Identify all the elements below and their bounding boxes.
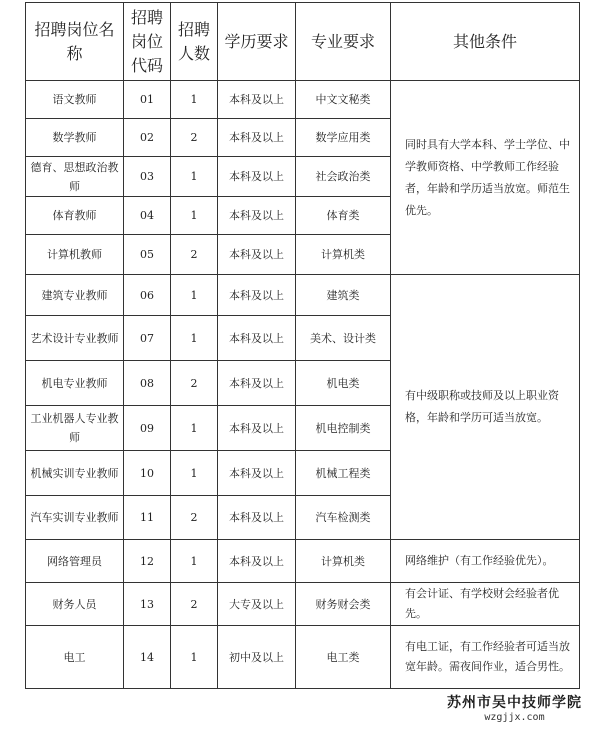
- cell-count: 1: [171, 316, 218, 361]
- cell-major: 社会政治类: [296, 157, 391, 197]
- cell-code: 13: [124, 583, 171, 626]
- cell-position: 网络管理员: [26, 540, 124, 583]
- header-row: [26, 3, 580, 81]
- cell-code: 09: [124, 406, 171, 451]
- cell-education: 本科及以上: [218, 235, 296, 275]
- cell-position: 艺术设计专业教师: [26, 316, 124, 361]
- cell-code: 12: [124, 540, 171, 583]
- cell-code: 14: [124, 626, 171, 689]
- cell-major: 计算机类: [296, 540, 391, 583]
- cell-position: 机械实训专业教师: [26, 451, 124, 496]
- cell-education: 本科及以上: [218, 496, 296, 540]
- cell-education: 本科及以上: [218, 157, 296, 197]
- cell-education: 本科及以上: [218, 540, 296, 583]
- cell-major: 美术、设计类: [296, 316, 391, 361]
- cell-code: 07: [124, 316, 171, 361]
- cell-position: 计算机教师: [26, 235, 124, 275]
- cell-count: 1: [171, 81, 218, 119]
- watermark: [447, 694, 582, 724]
- cell-count: 1: [171, 406, 218, 451]
- cell-position: 汽车实训专业教师: [26, 496, 124, 540]
- cell-major: 数学应用类: [296, 119, 391, 157]
- cell-conditions-network: 网络维护（有工作经验优先）。: [391, 540, 580, 583]
- cell-count: 1: [171, 540, 218, 583]
- cell-education: 本科及以上: [218, 406, 296, 451]
- header-code: 招聘岗位代码: [124, 3, 171, 81]
- cell-position: 德育、思想政治教师: [26, 157, 124, 197]
- cell-major: 机电控制类: [296, 406, 391, 451]
- table-row: [26, 626, 580, 689]
- cell-education: 本科及以上: [218, 361, 296, 406]
- cell-count: 2: [171, 583, 218, 626]
- cell-code: 01: [124, 81, 171, 119]
- cell-code: 08: [124, 361, 171, 406]
- cell-count: 2: [171, 119, 218, 157]
- cell-position: 数学教师: [26, 119, 124, 157]
- cell-position: 体育教师: [26, 197, 124, 235]
- cell-education: 大专及以上: [218, 583, 296, 626]
- cell-code: 04: [124, 197, 171, 235]
- header-major: 专业要求: [296, 3, 391, 81]
- cell-count: 1: [171, 157, 218, 197]
- cell-count: 2: [171, 361, 218, 406]
- header-other: 其他条件: [391, 3, 580, 81]
- cell-major: 建筑类: [296, 275, 391, 316]
- cell-major: 电工类: [296, 626, 391, 689]
- cell-education: 本科及以上: [218, 197, 296, 235]
- cell-conditions-group2: 有中级职称或技师及以上职业资格，年龄和学历可适当放宽。: [391, 275, 580, 540]
- cell-position: 语文教师: [26, 81, 124, 119]
- cell-count: 2: [171, 496, 218, 540]
- cell-education: 本科及以上: [218, 119, 296, 157]
- header-count: 招聘人数: [171, 3, 218, 81]
- watermark-title: 苏州市吴中技师学院: [447, 695, 582, 711]
- cell-code: 11: [124, 496, 171, 540]
- table-row: [26, 275, 580, 316]
- cell-code: 03: [124, 157, 171, 197]
- watermark-url: wzgjjx.com: [484, 712, 545, 723]
- cell-position: 工业机器人专业教师: [26, 406, 124, 451]
- recruitment-table: [25, 2, 580, 689]
- cell-code: 10: [124, 451, 171, 496]
- cell-major: 计算机类: [296, 235, 391, 275]
- cell-count: 1: [171, 451, 218, 496]
- cell-code: 05: [124, 235, 171, 275]
- cell-count: 1: [171, 275, 218, 316]
- cell-position: 电工: [26, 626, 124, 689]
- cell-count: 1: [171, 197, 218, 235]
- cell-position: 建筑专业教师: [26, 275, 124, 316]
- cell-conditions-finance: 有会计证、有学校财会经验者优先。: [391, 583, 580, 626]
- cell-education: 本科及以上: [218, 316, 296, 361]
- cell-major: 机电类: [296, 361, 391, 406]
- cell-conditions-group1: 同时具有大学本科、学士学位、中学教师资格、中学教师工作经验者，年龄和学历适当放宽。师范生优先。: [391, 81, 580, 275]
- cell-education: 初中及以上: [218, 626, 296, 689]
- table-row: [26, 583, 580, 626]
- cell-education: 本科及以上: [218, 275, 296, 316]
- cell-count: 2: [171, 235, 218, 275]
- table-row: [26, 540, 580, 583]
- cell-major: 体育类: [296, 197, 391, 235]
- table-row: [26, 81, 580, 119]
- header-education: 学历要求: [218, 3, 296, 81]
- cell-code: 02: [124, 119, 171, 157]
- cell-major: 财务财会类: [296, 583, 391, 626]
- cell-conditions-electrician: 有电工证，有工作经验者可适当放宽年龄。需夜间作业，适合男性。: [391, 626, 580, 689]
- cell-major: 中文文秘类: [296, 81, 391, 119]
- cell-major: 汽车检测类: [296, 496, 391, 540]
- cell-position: 机电专业教师: [26, 361, 124, 406]
- cell-position: 财务人员: [26, 583, 124, 626]
- cell-major: 机械工程类: [296, 451, 391, 496]
- cell-education: 本科及以上: [218, 81, 296, 119]
- cell-code: 06: [124, 275, 171, 316]
- header-position: 招聘岗位名称: [26, 3, 124, 81]
- cell-education: 本科及以上: [218, 451, 296, 496]
- cell-count: 1: [171, 626, 218, 689]
